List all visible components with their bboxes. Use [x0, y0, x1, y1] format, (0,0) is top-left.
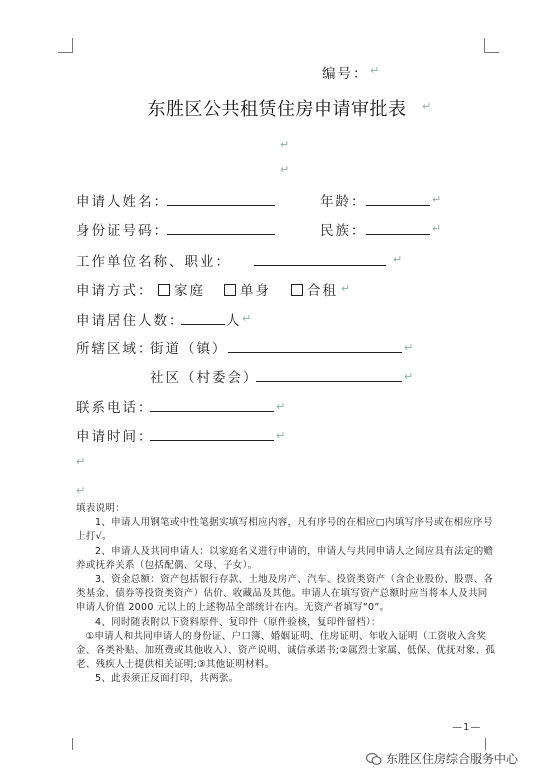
applicant-name-label: 申请人姓名：: [76, 194, 169, 210]
paragraph-mark-icon: ↵: [242, 312, 252, 325]
phone-field[interactable]: [150, 397, 274, 412]
ethnicity-field[interactable]: [366, 220, 430, 235]
crop-mark-bottom-left: [72, 738, 73, 750]
apply-time-field[interactable]: [150, 426, 274, 441]
applicant-name-field[interactable]: [167, 191, 275, 206]
community-label: 社区（村委会）: [150, 370, 259, 386]
paragraph-mark-icon: ↵: [280, 163, 290, 176]
instruction-item: 5、此表须正反面打印，共两张。: [95, 673, 239, 685]
instruction-item: 1、申请人用钢笔或中性笔据实填写相应内容，凡有序号的在相应□内填写序号或在相应序号上打√。: [76, 517, 493, 543]
paragraph-mark-icon: ↵: [432, 193, 442, 206]
residents-field[interactable]: [181, 310, 225, 325]
paragraph-mark-icon: ↵: [422, 100, 432, 113]
checkbox-shared[interactable]: [291, 284, 303, 296]
instructions-heading: 填表说明：: [76, 503, 126, 514]
street-field[interactable]: [228, 338, 402, 353]
paragraph-mark-icon: ↵: [404, 341, 414, 354]
checkbox-single[interactable]: [224, 284, 236, 296]
paragraph-mark-icon: ↵: [404, 370, 414, 383]
instruction-item: 4、同时随表附以下资料原件、复印件（原件验核，复印件留档）：: [95, 616, 381, 628]
page-number: —1—: [452, 722, 482, 733]
checkbox-family[interactable]: [158, 284, 170, 296]
watermark: [366, 750, 518, 767]
employer-field[interactable]: [254, 251, 386, 266]
option-family[interactable]: [158, 279, 205, 299]
option-shared[interactable]: [291, 279, 338, 299]
paragraph-mark-icon: ↵: [276, 400, 286, 413]
street-label: 街道（镇）: [150, 341, 228, 357]
age-field[interactable]: [366, 191, 430, 206]
crop-mark-top-right: [484, 38, 499, 53]
option-single-label: 单身: [240, 283, 271, 299]
option-single[interactable]: [224, 279, 271, 299]
paragraph-mark-icon: ↵: [341, 282, 351, 295]
phone-label: 联系电话：: [76, 400, 154, 416]
residents-unit: 人: [226, 313, 242, 329]
age-label: 年龄：: [320, 194, 367, 210]
id-number-label: 身份证号码：: [76, 223, 169, 239]
instruction-item: 3、资金总额：资产包括银行存款、土地及房产、汽车、投资类资产（含企业股份、股票、各类基金、债券等投资类资产）估价、收藏品及其他。申请人在填写资产总额时应当将本人及共同申请人价值 2000 元以上的上述物品全部统计在内。无资产者填写“0”。: [76, 574, 494, 614]
id-number-field[interactable]: [167, 220, 275, 235]
wechat-icon: [366, 752, 382, 766]
ethnicity-label: 民族：: [320, 223, 367, 239]
option-family-label: 家庭: [174, 283, 205, 299]
paragraph-mark-icon: ↵: [280, 138, 290, 151]
crop-mark-top-left: [58, 38, 73, 53]
residents-label: 申请居住人数：: [76, 313, 185, 329]
watermark-text: 东胜区住房综合服务中心: [386, 752, 519, 766]
paragraph-mark-icon: ↵: [276, 429, 286, 442]
paragraph-mark-icon: ↵: [370, 64, 380, 77]
instructions: [76, 502, 496, 687]
paragraph-mark-icon: ↵: [432, 222, 442, 235]
paragraph-mark-icon: ↵: [76, 455, 86, 468]
crop-mark-bottom-right: [485, 738, 486, 750]
page-title: 东胜区公共租赁住房申请审批表: [147, 99, 407, 120]
number-label: 编号：: [322, 66, 369, 82]
apply-method-label: 申请方式：: [76, 283, 154, 299]
employer-label: 工作单位名称、职业：: [76, 254, 231, 270]
instruction-item: ①申请人和共同申请人的身份证、户口簿、婚姻证明、住房证明、年收入证明（工资收入含奖金、各类补贴、加班费或其他收入）、资产说明、诚信承诺书;②属烈士家属、低保、优抚对象、孤老、残疾人士提供相关证明;③其他证明材料。: [76, 630, 496, 671]
instruction-item: 2、申请人及共同申请人：以家庭名义进行申请的，申请人与共同申请人之间应具有法定的赡养或抚养关系（包括配偶、父母、子女）。: [76, 545, 494, 571]
apply-time-label: 申请时间：: [76, 429, 154, 445]
district-label: 所辖区域：: [76, 341, 154, 357]
community-field[interactable]: [256, 367, 402, 382]
option-shared-label: 合租: [307, 283, 338, 299]
paragraph-mark-icon: ↵: [76, 484, 86, 497]
paragraph-mark-icon: ↵: [393, 253, 403, 266]
